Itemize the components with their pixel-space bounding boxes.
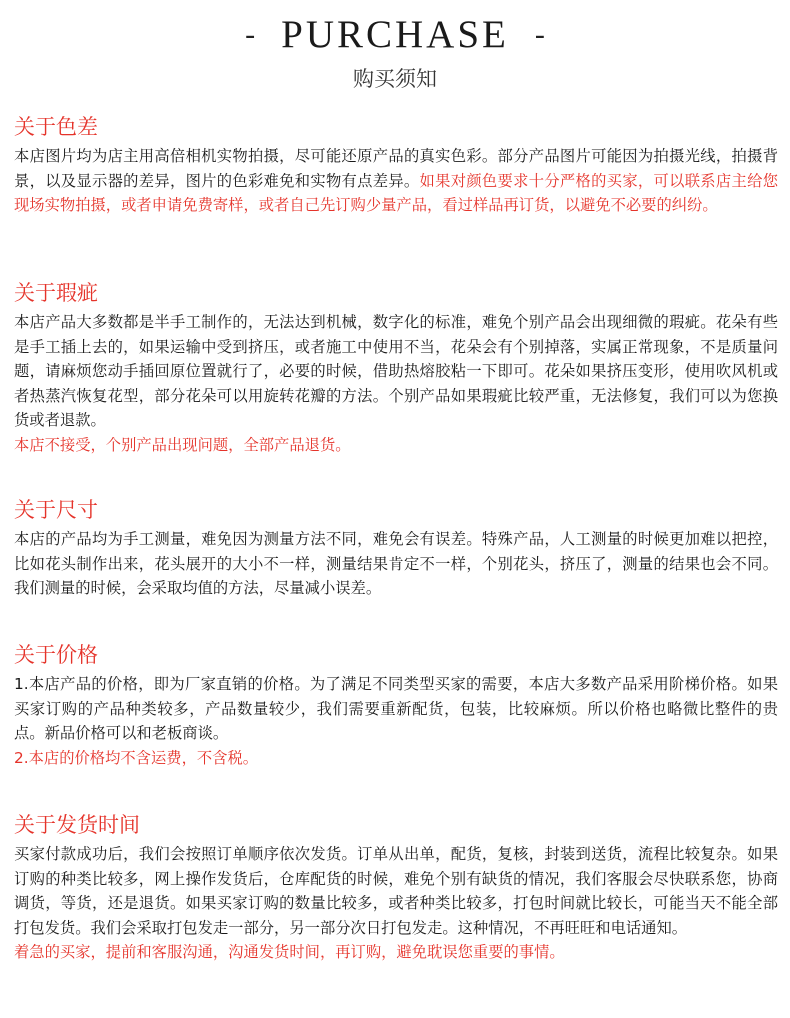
section-body-text: 本店的产品均为手工测量，难免因为测量方法不同，难免会有误差。特殊产品，人工测量的时候更加难以把控，比如花头制作出来，花头展开的大小不一样，测量结果肯定不一样，个别花头，挤压了，测量的结果也会不同。我们测量的时候，会采取均值的方法，尽量减小误差。 xyxy=(14,530,778,598)
section-body-text: 买家付款成功后，我们会按照订单顺序依次发货。订单从出单，配货，复核，封装到送货，流程比较复杂。如果订购的种类比较多，网上操作发货后，仓库配货的时候，难免个别有缺货的情况，我们客服会尽快联系您，协商调货，等货，还是退货。如果买家订购的数量比较多，或者种类比较多，打包时间就比较长，可能当天不能全部打包发货。我们会采取打包发走一部分，另一部分次日打包发走。这种情况，不再旺旺和电话通知。 xyxy=(14,845,778,937)
section-shipping-time xyxy=(14,810,778,965)
section-body-highlight: 2.本店的价格均不含运费，不含税。 xyxy=(14,748,259,767)
section-body-text: 1.本店产品的价格，即为厂家直销的价格。为了满足不同类型买家的需要，本店大多数产品采用阶梯价格。如果买家订购的产品种类较多，产品数量较少，我们需要重新配货，包装，比较麻烦。所以价格也略微比整件的贵点。新品价格可以和老板商谈。 xyxy=(14,675,778,743)
section-body-highlight: 着急的买家，提前和客服沟通，沟通发货时间，再订购，避免耽误您重要的事情。 xyxy=(14,943,565,962)
section-title: 关于发货时间 xyxy=(14,813,140,837)
section-body xyxy=(14,144,778,218)
page-title-english: PURCHASE xyxy=(281,13,509,56)
section-body-highlight: 如果对颜色要求十分严格的买家，可以联系店主给您现场实物拍摄，或者申请免费寄样，或者自己先订购少量产品，看过样品再订货，以避免不必要的纠纷。 xyxy=(14,171,778,215)
section-title: 关于瑕疵 xyxy=(14,281,98,305)
section-title: 关于色差 xyxy=(14,115,98,139)
section-size xyxy=(14,495,778,601)
page-header xyxy=(0,12,790,94)
section-body xyxy=(14,527,778,601)
section-price xyxy=(14,640,778,770)
section-color-difference xyxy=(14,112,778,218)
section-body xyxy=(14,310,778,433)
section-body-highlight: 本店不接受，个别产品出现问题，全部产品退货。 xyxy=(14,435,351,454)
section-title: 关于价格 xyxy=(14,643,98,667)
section-defects xyxy=(14,278,778,458)
section-title: 关于尺寸 xyxy=(14,498,98,522)
section-body xyxy=(14,842,778,940)
header-title-row xyxy=(0,12,790,58)
page-title-chinese: 购买须知 xyxy=(353,67,437,91)
title-dash-right: - xyxy=(534,18,545,51)
section-body xyxy=(14,672,778,746)
title-dash-left: - xyxy=(245,18,256,51)
section-body-text: 本店产品大多数都是半手工制作的，无法达到机械，数字化的标准，难免个别产品会出现细微的瑕疵。花朵有些是手工插上去的，如果运输中受到挤压，或者施工中使用不当，花朵会有个别掉落，实属正常现象，不是质量问题，请麻烦您动手插回原位置就行了，必要的时候，借助热熔胶粘一下即可。花朵如果挤压变形，使用吹风机或者热蒸汽恢复花型，部分花朵可以用旋转花瓣的方法。个别产品如果瑕疵比较严重，无法修复，我们可以为您换货或者退款。 xyxy=(14,313,778,430)
section-body-text: 本店图片均为店主用高倍相机实物拍摄，尽可能还原产品的真实色彩。部分产品图片可能因为拍摄光线，拍摄背景，以及显示器的差异，图片的色彩难免和实物有点差异。 xyxy=(14,147,778,190)
